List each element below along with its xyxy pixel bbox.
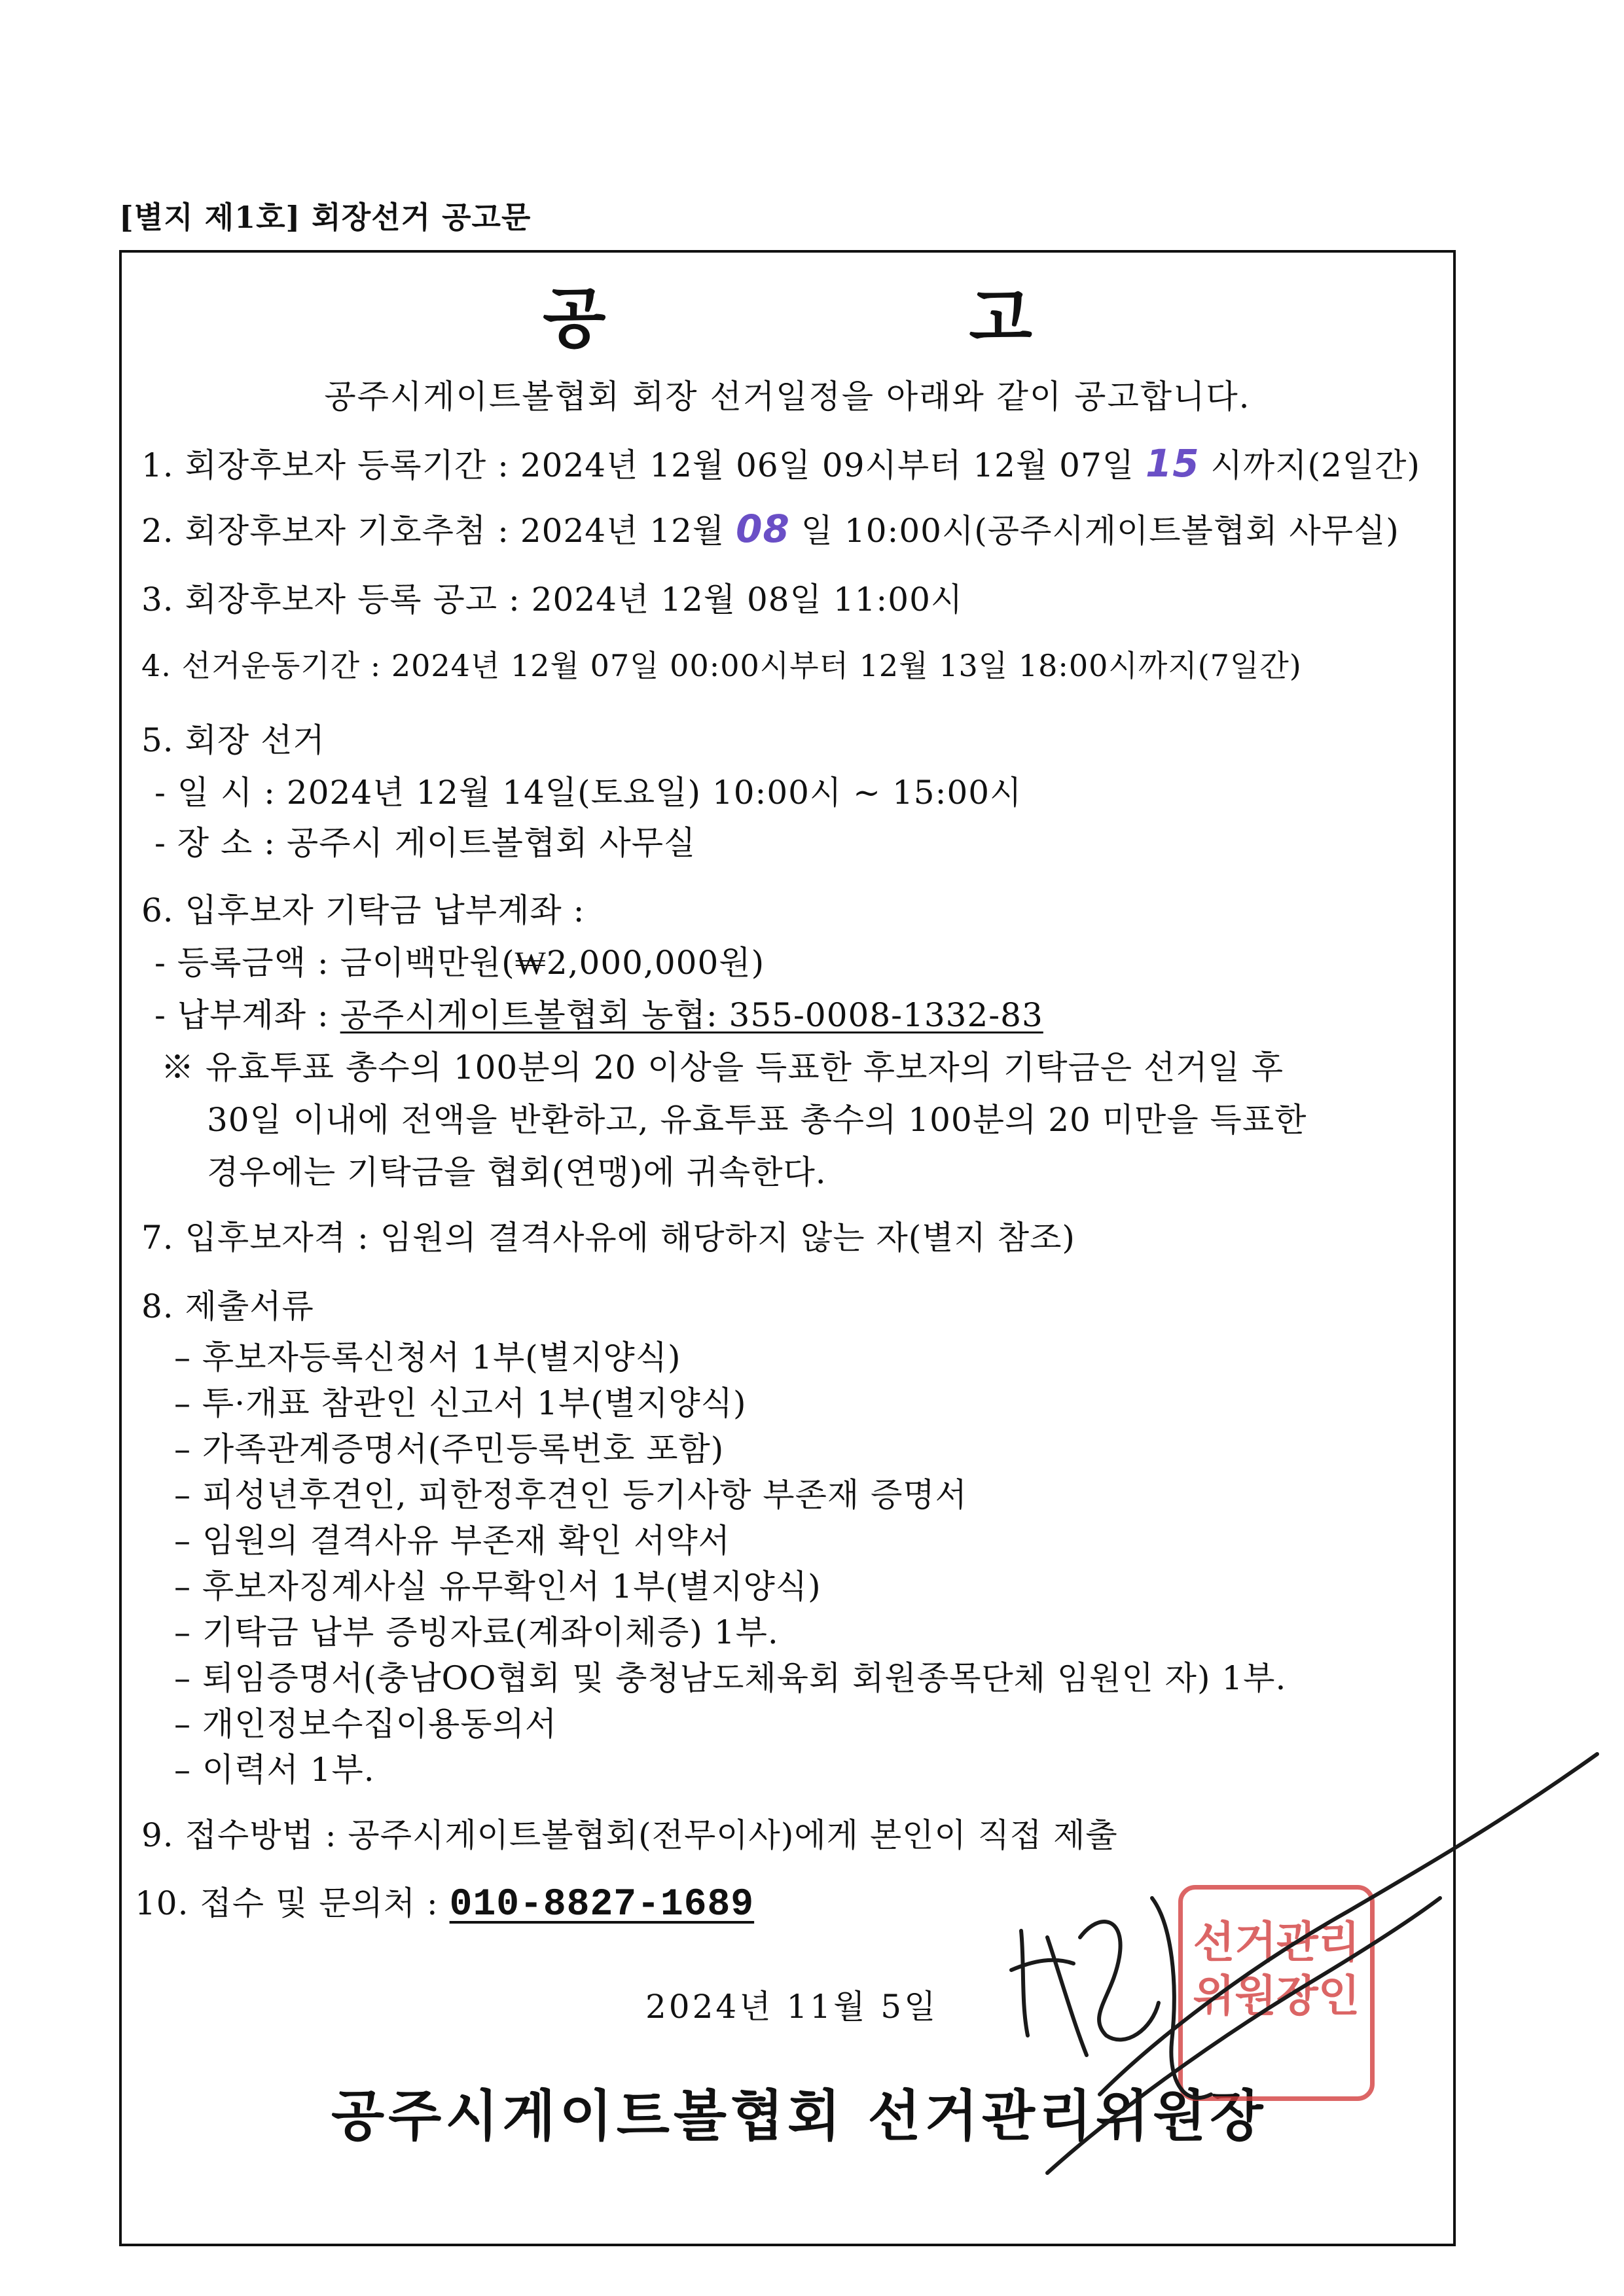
contact-phone-number: 010-8827-1689 bbox=[449, 1884, 755, 1926]
official-seal-stamp bbox=[1178, 1885, 1375, 2101]
item-2-symbol-draw bbox=[141, 505, 1399, 552]
item-2-text-a: 2. 회장후보자 기호추첨 : 2024년 12월 bbox=[141, 512, 736, 550]
form-number-label: [별지 제1호] 회장선거 공고문 bbox=[119, 200, 532, 235]
document-item: – 후보자등록신청서 1부(별지양식) bbox=[174, 1338, 681, 1376]
notice-title: 공 고 bbox=[542, 279, 1202, 357]
issue-date: 2024년 11월 5일 bbox=[645, 1988, 939, 2026]
item-6-heading: 6. 입후보자 기탁금 납부계좌 : bbox=[141, 891, 585, 929]
document-item: – 기탁금 납부 증빙자료(계좌이체증) 1부. bbox=[174, 1613, 779, 1651]
item-8-heading: 8. 제출서류 bbox=[141, 1287, 314, 1325]
item-6-note-line-3: 경우에는 기탁금을 협회(연맹)에 귀속한다. bbox=[207, 1153, 827, 1191]
item-2-text-b: 일 10:00시(공주시게이트볼협회 사무실) bbox=[789, 512, 1399, 550]
item-6-account-label: - 납부계좌 : bbox=[154, 996, 340, 1034]
item-10-label: 10. 접수 및 문의처 : bbox=[135, 1884, 450, 1922]
item-1-text-b: 시까지(2일간) bbox=[1199, 446, 1420, 484]
document-item: – 가족관계증명서(주민등록번호 포함) bbox=[174, 1430, 725, 1468]
document-item: – 이력서 1부. bbox=[174, 1751, 375, 1789]
item-1-text-a: 1. 회장후보자 등록기간 : 2024년 12월 06일 09시부터 12월 07일 bbox=[141, 446, 1146, 484]
item-4-campaign-period: 4. 선거운동기간 : 2024년 12월 07일 00:00시부터 12월 13일 18:00시까지(7일간) bbox=[141, 648, 1302, 683]
document-item: – 피성년후견인, 피한정후견인 등기사항 부존재 증명서 bbox=[174, 1476, 967, 1514]
document-item: – 투·개표 참관인 신고서 1부(별지양식) bbox=[174, 1384, 747, 1422]
item-1-handwritten-hour: 15 bbox=[1145, 441, 1200, 486]
document-item: – 임원의 결격사유 부존재 확인 서약서 bbox=[174, 1522, 731, 1560]
document-item: – 후보자징계사실 유무확인서 1부(별지양식) bbox=[174, 1568, 821, 1605]
intro-sentence: 공주시게이트볼협회 회장 선거일정을 아래와 같이 공고합니다. bbox=[324, 378, 1251, 416]
item-1-registration-period bbox=[141, 439, 1420, 486]
issuer-name: 공주시게이트볼협회 선거관리위원장 bbox=[331, 2083, 1267, 2148]
item-6-note-line-1: ※ 유효투표 총수의 100분의 20 이상을 득표한 후보자의 기탁금은 선거일 후 bbox=[161, 1049, 1284, 1086]
item-6-note-line-2: 30일 이내에 전액을 반환하고, 유효투표 총수의 100분의 20 미만을 득표한 bbox=[207, 1101, 1307, 1139]
item-5-place: - 장 소 : 공주시 게이트볼협회 사무실 bbox=[154, 824, 696, 862]
item-6-account-number: 공주시게이트볼협회 농협: 355-0008-1332-83 bbox=[340, 996, 1043, 1034]
seal-text: 선거관리 위원장인 bbox=[1193, 1917, 1360, 2021]
item-5-heading: 5. 회장 선거 bbox=[141, 721, 325, 759]
item-5-datetime: - 일 시 : 2024년 12월 14일(토요일) 10:00시 ~ 15:00시 bbox=[154, 774, 1022, 812]
item-7-eligibility: 7. 입후보자격 : 임원의 결격사유에 해당하지 않는 자(별지 참조) bbox=[141, 1219, 1075, 1257]
document-item: – 개인정보수집이용동의서 bbox=[174, 1705, 558, 1743]
item-3-registration-notice: 3. 회장후보자 등록 공고 : 2024년 12월 08일 11:00시 bbox=[141, 581, 964, 619]
item-6-amount: - 등록금액 : 금이백만원(₩2,000,000원) bbox=[154, 944, 765, 982]
item-2-handwritten-day: 08 bbox=[736, 507, 790, 551]
document-item: – 퇴임증명서(충남OO협회 및 충청남도체육회 회원종목단체 임원인 자) 1부. bbox=[174, 1659, 1287, 1697]
item-6-account bbox=[154, 989, 1043, 1036]
item-9-submission-method: 9. 접수방법 : 공주시게이트볼협회(전무이사)에게 본인이 직접 제출 bbox=[141, 1816, 1118, 1854]
item-10-contact bbox=[135, 1877, 754, 1926]
